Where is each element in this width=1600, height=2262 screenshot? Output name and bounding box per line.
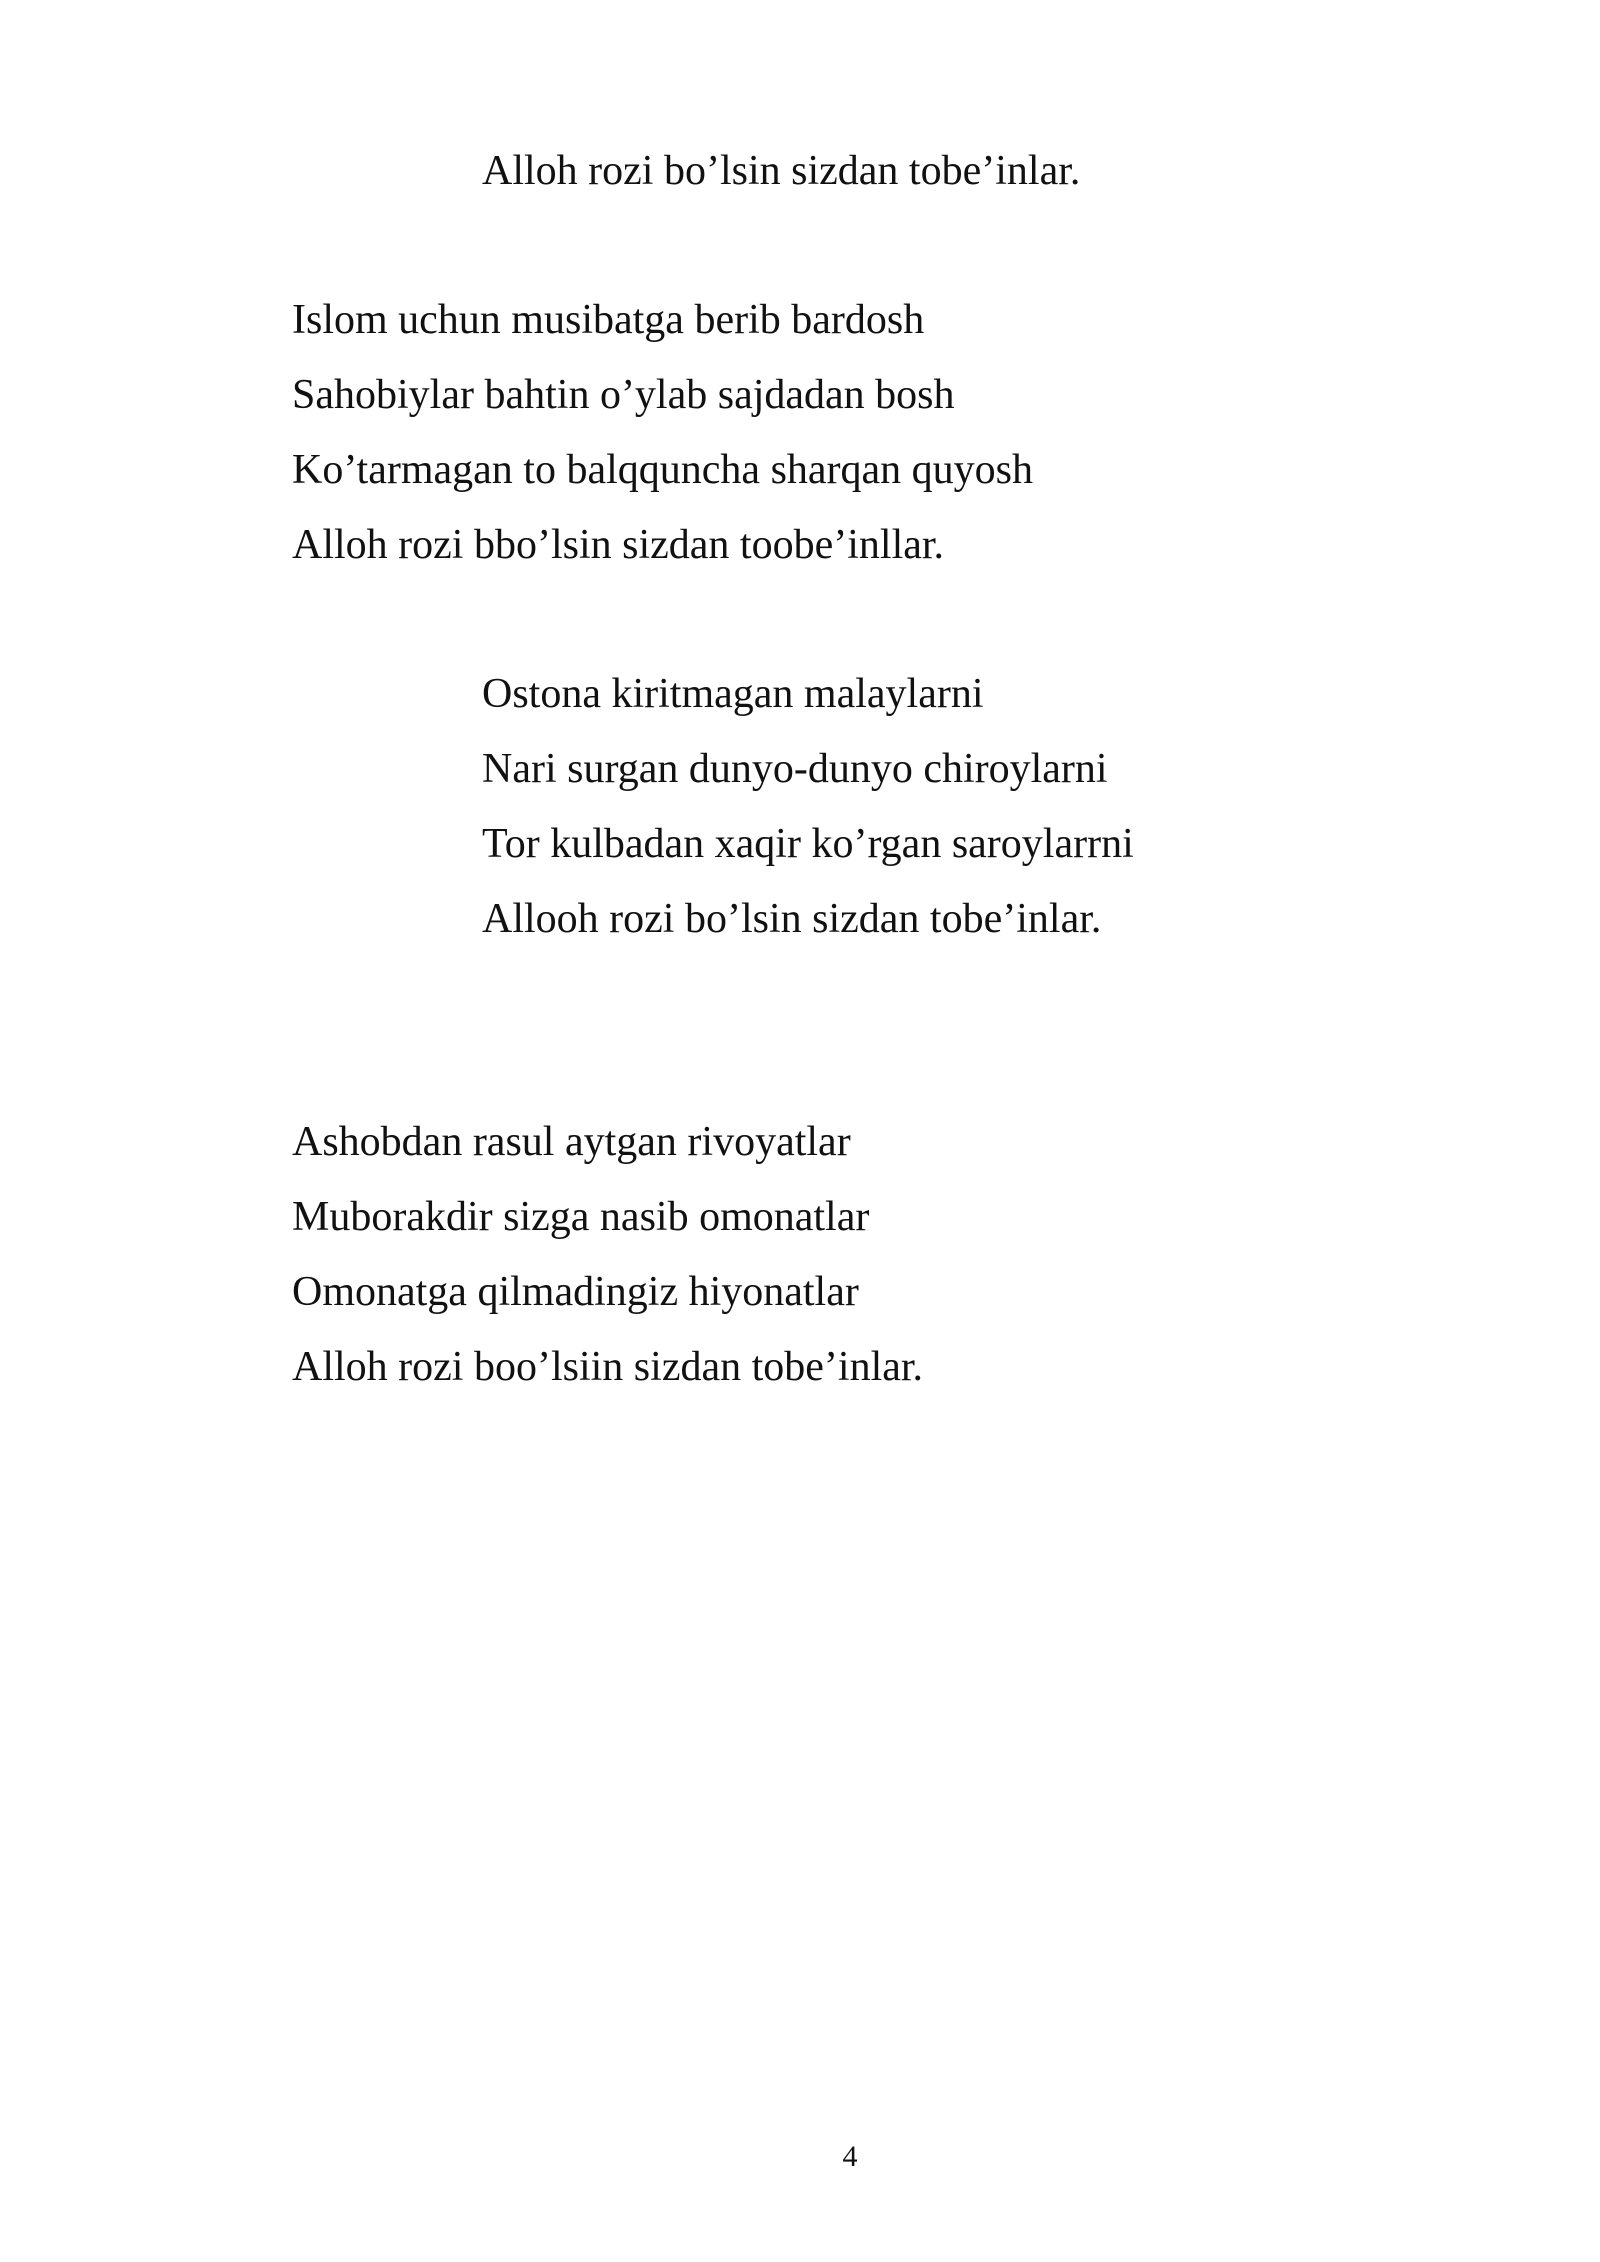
- poem-line: Nari surgan dunyo-dunyo chiroylarni: [482, 746, 1108, 792]
- poem-line: Tor kulbadan xaqir ko’rgan saroylarrni: [482, 821, 1134, 867]
- poem-line: Sahobiylar bahtin o’ylab sajdadan bosh: [292, 372, 955, 418]
- poem-line: Ostona kiritmagan malaylarni: [482, 671, 984, 717]
- stanza-2: [292, 283, 1033, 583]
- stanza-4: [292, 1105, 923, 1405]
- poem-line: Alloh rozi bbo’lsin sizdan toobe’inllar.: [292, 522, 945, 568]
- stanza-3: [482, 657, 1134, 957]
- poem-line: Alloh rozi boo’lsiin sizdan tobe’inlar.: [292, 1344, 924, 1390]
- poem-line: Ashobdan rasul aytgan rivoyatlar: [292, 1119, 851, 1165]
- stanza-1: [482, 134, 1080, 209]
- poem-line: Alloh rozi bo’lsin sizdan tobe’inlar.: [482, 148, 1081, 194]
- poem-line: Omonatga qilmadingiz hiyonatlar: [292, 1269, 859, 1315]
- poem-line: Ko’tarmagan to balqquncha sharqan quyosh: [292, 447, 1034, 493]
- poem-line: Islom uchun musibatga berib bardosh: [292, 297, 925, 343]
- poem-line: Muborakdir sizga nasib omonatlar: [292, 1194, 870, 1240]
- page-number: 4: [842, 2140, 858, 2173]
- poem-line: Allooh rozi bo’lsin sizdan tobe’inlar.: [482, 896, 1102, 942]
